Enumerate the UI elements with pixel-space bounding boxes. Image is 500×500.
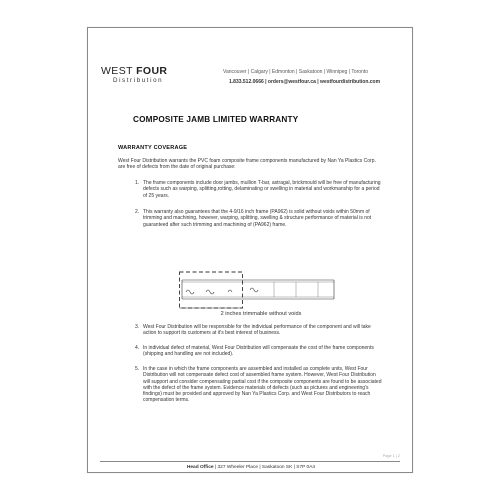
list-item-text: In the case in which the frame components are assembled and installed as complete units, West Four Distribution will not compensate defect cost of assembled frame system. However, West Four Distribution will support and consider compensating partial cost if the composite components are found to be associated with the defect of the frame system. Evidence materials of defects (such as pictures and engineering's findings) must be provided and approved by Nan Ya Plastics Corp. and West Four Distributors to reach compensation terms. bbox=[143, 366, 382, 404]
list-item-text: In individual defect of material, West Four Distribution will compensate the cost of the frame components (shipping and handling are not included). bbox=[143, 345, 374, 358]
list-item-number: 2. bbox=[135, 209, 140, 215]
footer-address bbox=[88, 465, 414, 470]
list-item-number: 1. bbox=[135, 180, 140, 186]
list-item-text: West Four Distribution will be responsible for the individual performance of the component and will take action to support its customers at it's best interest of business. bbox=[143, 324, 371, 337]
list-item bbox=[135, 209, 383, 228]
header-contact: 1.833.512.0666 | orders@westfour.ca | westfourdistribution.com bbox=[229, 79, 381, 85]
list-item-number: 5. bbox=[135, 366, 140, 372]
figure-caption: 2 inches trimmable without voids bbox=[220, 311, 302, 317]
logo-brand-light: WEST bbox=[101, 65, 137, 77]
intro-paragraph: West Four Distribution warrants the PVC foam composite frame components manufactured by Nan Ya Plastics Corp. are free of defects from the date of original purchase: bbox=[118, 158, 376, 171]
list-item bbox=[135, 180, 383, 199]
logo-wordmark bbox=[101, 66, 191, 77]
list-item-number: 3. bbox=[135, 324, 140, 330]
document-page bbox=[87, 27, 413, 473]
company-logo bbox=[101, 66, 191, 85]
document-title: COMPOSITE JAMB LIMITED WARRANTY bbox=[133, 115, 299, 124]
list-item-text: The frame components include door jambs, mullion T-bar, astragal, brickmould will be free of manufacturing defects such as warping, splitting,rotting, delaminating or swelling in material and workmanship for a period of 25 years. bbox=[143, 180, 381, 199]
list-item-number: 4. bbox=[135, 345, 140, 351]
jamb-profile-diagram bbox=[178, 268, 338, 312]
footer-divider bbox=[100, 461, 400, 462]
footer-office-label: Head Office bbox=[186, 465, 214, 470]
list-item bbox=[135, 366, 383, 404]
page-number: Page 1 | 2 bbox=[382, 454, 400, 458]
logo-brand-bold: FOUR bbox=[136, 65, 168, 77]
list-item bbox=[135, 324, 383, 337]
header-cities: Vancouver | Calgary | Edmonton | Saskatoon | Winnipeg | Toronto bbox=[223, 69, 368, 75]
list-item-text: This warranty also guarantees that the 4-9/16 inch frame (PA962) is solid without voids within 50mm of trimming and machining, however, warping, splitting, swelling & structure performance of material is not guaranteed after such trimming and machining of (PA962) frame. bbox=[143, 209, 372, 228]
section-heading: WARRANTY COVERAGE bbox=[118, 145, 188, 151]
logo-subtitle: Distribution bbox=[113, 77, 164, 84]
footer-office-address: | 327 Wheeler Place | Saskatoon SK | S7P 0A4 bbox=[213, 465, 316, 470]
list-item bbox=[135, 345, 383, 358]
